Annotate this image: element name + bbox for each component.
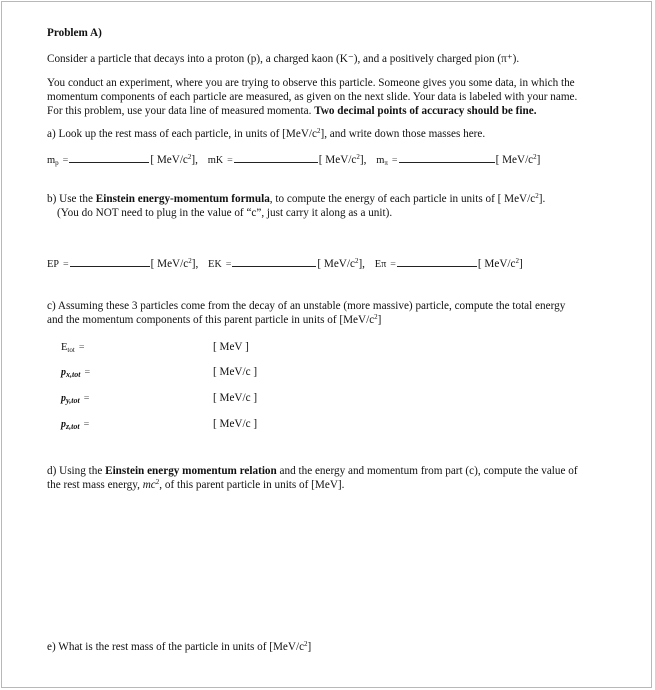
energy-kaon-blank[interactable] <box>232 256 316 267</box>
mass-pion-unit: [ MeV/$c^2$] <box>495 153 541 166</box>
part-d-question-line-2: the rest mass energy, $mc^2$, of this parent particle in units of [MeV]. <box>47 478 345 491</box>
energy-pion-label: Eπ = <box>374 259 396 270</box>
e-total-label: $E_{tot}$ = <box>61 342 85 354</box>
px-total-label: $p_{x,tot}$ = <box>61 367 91 379</box>
py-total-label: $p_{y,tot}$ = <box>61 393 90 405</box>
mass-proton-unit: [ MeV/$c^2$], <box>150 153 198 166</box>
mass-proton-label: $m_p$ = <box>47 155 69 167</box>
mass-kaon-blank[interactable] <box>234 152 318 163</box>
part-b-question: b) Use the Einstein energy-momentum formula, to compute the energy of each particle in units of [ MeV/$c^2$]. <box>47 192 546 205</box>
part-b-fields <box>47 256 523 272</box>
paragraph-line-3: For this problem, use your data line of measured momenta. Two decimal points of accuracy should be fine. <box>47 105 537 117</box>
paragraph-line-1: You conduct an experiment, where you are trying to observe this particle. Someone gives you some data, in which the <box>47 77 575 89</box>
e-total-unit: [ MeV ] <box>213 341 249 353</box>
energy-kaon-unit: [ MeV/$c^2$], <box>317 257 365 270</box>
energy-proton-unit: [ MeV/$c^2$], <box>150 257 199 270</box>
pz-total-unit: [ MeV/c ] <box>213 418 258 430</box>
mass-kaon-unit: [ MeV/$c^2$], <box>318 153 367 166</box>
energy-pion-blank[interactable] <box>397 256 477 267</box>
paragraph-line-2: momentum components of each particle are measured, as given on the next slide. Your data is labeled with your name. <box>47 91 578 103</box>
mass-pion-label: $m_\pi$ = <box>376 155 398 167</box>
py-total-unit: [ MeV/c ] <box>213 392 258 404</box>
energy-pion-unit: [ MeV/$c^2$] <box>477 257 523 270</box>
part-c-question-line-2: and the momentum components of this parent particle in units of $[MeV/c^2]$ <box>47 313 382 326</box>
energy-proton-label: EP = <box>47 259 69 270</box>
part-c-question-line-1: c) Assuming these 3 particles come from the decay of an unstable (more massive) particle, compute the total energy <box>47 300 566 312</box>
part-d-question-line-1: d) Using the Einstein energy momentum relation and the energy and momentum from part (c), compute the value of <box>47 465 578 477</box>
part-a-question: a) Look up the rest mass of each particle, in units of $[MeV/c^2]$, and write down those masses here. <box>47 127 486 140</box>
mass-proton-blank[interactable] <box>69 152 149 163</box>
part-b-note: (You do NOT need to plug in the value of “c”, just carry it along as a unit). <box>57 207 393 219</box>
mass-pion-blank[interactable] <box>399 152 495 163</box>
mass-kaon-label: mK = <box>207 155 233 166</box>
intro-text: Consider a particle that decays into a proton (p), a charged kaon (K⁻), and a positively charged pion (π⁺). <box>47 53 520 65</box>
problem-title: Problem A) <box>47 27 102 39</box>
energy-proton-blank[interactable] <box>70 256 150 267</box>
part-e-question: e) What is the rest mass of the particle in units of $[MeV/c^2]$ <box>47 640 312 653</box>
part-a-fields <box>47 152 540 168</box>
energy-kaon-label: EK = <box>208 259 232 270</box>
pz-total-label: $p_{z,tot}$ = <box>61 419 90 431</box>
px-total-unit: [ MeV/c ] <box>213 366 258 378</box>
